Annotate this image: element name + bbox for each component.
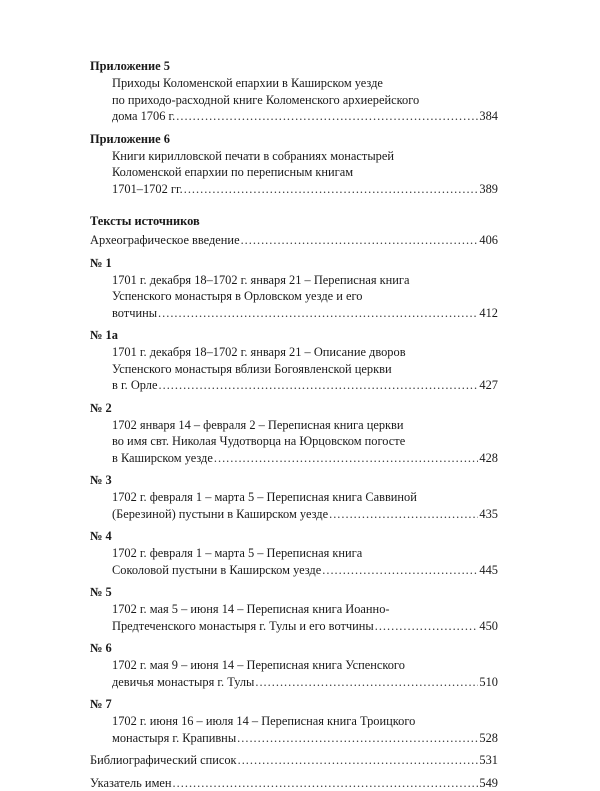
- document-entry: [90, 640, 498, 690]
- document-entry-line-leader: [158, 305, 478, 322]
- document-entry-line-page-number: 427: [479, 377, 498, 394]
- appendix-entry-line[interactable]: [90, 181, 498, 198]
- document-number: № 5: [90, 584, 498, 601]
- appendix-entry-line-text: дома 1706 г.: [112, 108, 175, 125]
- appendix-title-line: Приходы Коломенской епархии в Каширском уезде: [90, 75, 498, 92]
- document-entry: [90, 327, 498, 394]
- appendix-entry-line-leader: [184, 181, 479, 198]
- document-entry-line-text: Предтеченского монастыря г. Тулы и его вотчины: [112, 618, 374, 635]
- document-title-line: 1701 г. декабря 18–1702 г. января 21 – Переписная книга: [90, 272, 498, 289]
- document-title-line: Успенского монастыря в Орловском уезде и его: [90, 288, 498, 305]
- document-entry-line[interactable]: [90, 674, 498, 691]
- document-number: № 7: [90, 696, 498, 713]
- document-title-line: 1702 января 14 – февраля 2 – Переписная книга церкви: [90, 417, 498, 434]
- document-number: № 6: [90, 640, 498, 657]
- index-entry-leader: [173, 775, 479, 791]
- document-entry: [90, 472, 498, 522]
- document-entry-line[interactable]: [90, 450, 498, 467]
- document-entry-line-text: в Каширском уезде: [112, 450, 213, 467]
- appendix-entry-line-text: 1701–1702 гг.: [112, 181, 183, 198]
- appendix-entry-line-leader: [176, 108, 478, 125]
- document-title-line: 1701 г. декабря 18–1702 г. января 21 – Описание дворов: [90, 344, 498, 361]
- document-entry-line[interactable]: [90, 562, 498, 579]
- document-number: № 1а: [90, 327, 498, 344]
- table-of-contents: [90, 58, 498, 791]
- document-entry-line[interactable]: [90, 506, 498, 523]
- document-title-line: 1702 г. мая 5 – июня 14 – Переписная книга Иоанно-: [90, 601, 498, 618]
- bibliography-entry-page-number: 531: [479, 752, 498, 769]
- document-title-line: 1702 г. февраля 1 – марта 5 – Переписная книга Саввиной: [90, 489, 498, 506]
- appendix-entry: [90, 131, 498, 198]
- document-title-line: 1702 г. июня 16 – июля 14 – Переписная книга Троицкого: [90, 713, 498, 730]
- document-entry-line-leader: [255, 674, 478, 691]
- document-title-line: 1702 г. мая 9 – июня 14 – Переписная книга Успенского: [90, 657, 498, 674]
- appendix-entry: [90, 58, 498, 125]
- document-entry-line[interactable]: [90, 730, 498, 747]
- document-entry-line-text: (Березиной) пустыни в Каширском уезде: [112, 506, 328, 523]
- document-entry: [90, 528, 498, 578]
- index-entry[interactable]: [90, 775, 498, 791]
- document-entry-line-page-number: 428: [479, 450, 498, 467]
- document-entry: [90, 255, 498, 322]
- document-number: № 2: [90, 400, 498, 417]
- document-entry-line-page-number: 445: [479, 562, 498, 579]
- document-entry: [90, 696, 498, 746]
- document-entry-line-page-number: 450: [479, 618, 498, 635]
- document-entry-line-page-number: 510: [479, 674, 498, 691]
- document-entry-line[interactable]: [90, 377, 498, 394]
- document-title-line: Успенского монастыря вблизи Богоявленской церкви: [90, 361, 498, 378]
- document-entry-line-leader: [159, 377, 479, 394]
- appendix-title-line: Коломенской епархии по переписным книгам: [90, 164, 498, 181]
- appendix-title-line: Книги кирилловской печати в собраниях монастырей: [90, 148, 498, 165]
- document-number: № 4: [90, 528, 498, 545]
- document-entry-line-text: монастыря г. Крапивны: [112, 730, 236, 747]
- section-gap: [90, 203, 498, 213]
- bibliography-entry-leader: [238, 752, 479, 769]
- document-title-line: 1702 г. февраля 1 – марта 5 – Переписная книга: [90, 545, 498, 562]
- document-entry-line[interactable]: [90, 618, 498, 635]
- document-entry-line[interactable]: [90, 305, 498, 322]
- document-title-line: во имя свт. Николая Чудотворца на Юрцовском погосте: [90, 433, 498, 450]
- appendix-entry-line[interactable]: [90, 108, 498, 125]
- document-entry-line-text: девичья монастыря г. Тулы: [112, 674, 254, 691]
- index-entry-page-number: 549: [479, 775, 498, 791]
- document-entry-line-text: вотчины: [112, 305, 157, 322]
- document-entry-line-leader: [329, 506, 478, 523]
- bibliography-entry[interactable]: [90, 752, 498, 769]
- document-entry-line-leader: [214, 450, 479, 467]
- document-entry-line-text: в г. Орле: [112, 377, 158, 394]
- document-entry-line-leader: [237, 730, 478, 747]
- intro-entry-page-number: 406: [479, 232, 498, 249]
- document-number: № 3: [90, 472, 498, 489]
- bibliography-entry-text: Библиографический список: [90, 752, 237, 769]
- document-entry-line-text: Соколовой пустыни в Каширском уезде: [112, 562, 321, 579]
- intro-entry-text: Археографическое введение: [90, 232, 240, 249]
- index-entry-text: Указатель имен: [90, 775, 172, 791]
- document-entry-line-page-number: 435: [479, 506, 498, 523]
- appendix-entry-line-page-number: 389: [479, 181, 498, 198]
- document-entry-line-leader: [322, 562, 478, 579]
- document-entry-line-page-number: 528: [479, 730, 498, 747]
- appendix-entry-line-page-number: 384: [479, 108, 498, 125]
- intro-entry[interactable]: [90, 232, 498, 249]
- document-entry-line-page-number: 412: [479, 305, 498, 322]
- intro-entry-leader: [241, 232, 479, 249]
- appendix-heading: Приложение 5: [90, 58, 498, 75]
- sources-heading: Тексты источников: [90, 213, 498, 230]
- appendix-title-line: по приходо-расходной книге Коломенского архиерейского: [90, 92, 498, 109]
- document-number: № 1: [90, 255, 498, 272]
- document-entry: [90, 400, 498, 467]
- document-entry-line-leader: [375, 618, 479, 635]
- appendix-heading: Приложение 6: [90, 131, 498, 148]
- document-entry: [90, 584, 498, 634]
